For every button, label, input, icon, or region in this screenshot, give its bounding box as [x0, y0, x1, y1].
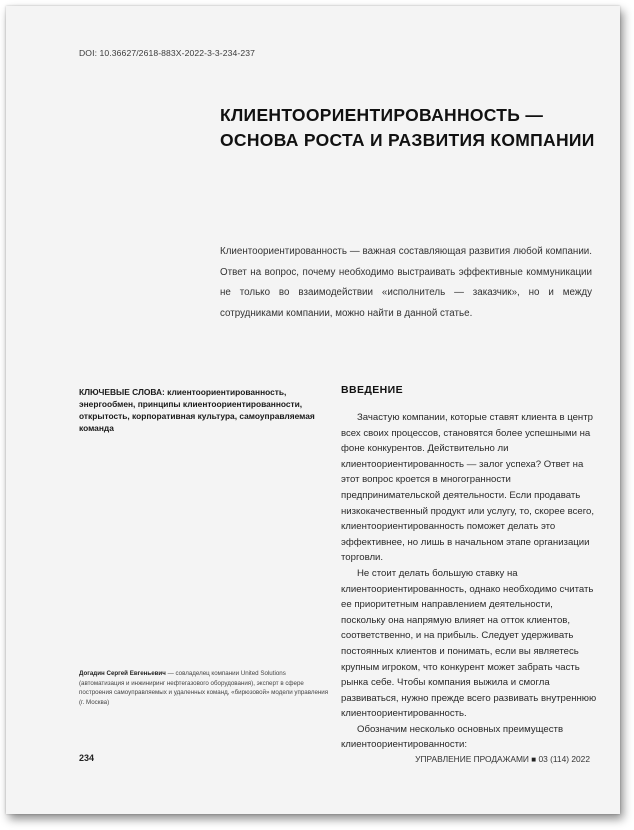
author-note	[79, 669, 331, 707]
journal-footer	[415, 754, 590, 764]
body-paragraph: Не стоит делать большую ставку на клиентоориентированность, однако необходимо считать ее приоритетным направлением деятельности, поскольку она напрямую влияет на отток клиентов, соответственно, и на прибыль. Следует удерживать постоянных клиентов и понимать, если вы являетесь крупным игроком, что конкурент может забрать часть рынка себе. Чтобы компания выжила и смогла развиваться, нужно прежде всего развивать внутреннюю клиентоориентированность.	[341, 567, 597, 720]
author-description: — совладелец компании United Solutions (автоматизация и инжиниринг нефтегазового оборудования), эксперт в сфере построения самоуправляемых и удаленных команд, «бирюзовой» модели управления (г. Москва)	[79, 670, 329, 706]
section-heading-introduction: ВВЕДЕНИЕ	[341, 384, 403, 396]
separator-square: ■	[531, 755, 537, 764]
journal-issue: 03 (114) 2022	[538, 754, 590, 764]
author-name: Догадин Сергей Евгеньевич	[79, 670, 166, 677]
article-page	[6, 6, 620, 814]
keywords: КЛЮЧЕВЫЕ СЛОВА: клиентоориентированность, энергообмен, принципы клиентоориентированности, открытость, корпоративная культура, самоуправляемая команда	[79, 387, 315, 433]
article-body	[341, 410, 599, 753]
body-paragraph: Зачастую компании, которые ставят клиента в центр всех своих процессов, становятся более успешными на фоне конкурентов. Действительно ли клиентоориентированность — залог успеха? Ответ на этот вопрос кроется в многогранности предпринимательской деятельности. Если продавать низкокачественный продукт или услугу, то, скорее всего, клиентоориентированность поможет делать это эффективнее, но лишь в начальном этапе организации торговли.	[341, 412, 595, 564]
article-abstract: Клиентоориентированность — важная составляющая развития любой компании. Ответ на вопрос, почему необходимо выстраивать эффективные коммуникации не только во взаимодействии «исполнитель — заказчик», но и между сотрудниками компании, можно найти в данной статье.	[220, 246, 592, 319]
article-title: КЛИЕНТООРИЕНТИРОВАННОСТЬ — ОСНОВА РОСТА И РАЗВИТИЯ КОМПАНИИ	[220, 105, 595, 150]
body-paragraph: Обозначим несколько основных преимуществ клиентоориентированности:	[341, 723, 564, 751]
doi-label: DOI: 10.36627/2618-883X-2022-3-3-234-237	[79, 48, 255, 58]
journal-name: УПРАВЛЕНИЕ ПРОДАЖАМИ	[415, 754, 529, 764]
page-number: 234	[79, 753, 95, 763]
